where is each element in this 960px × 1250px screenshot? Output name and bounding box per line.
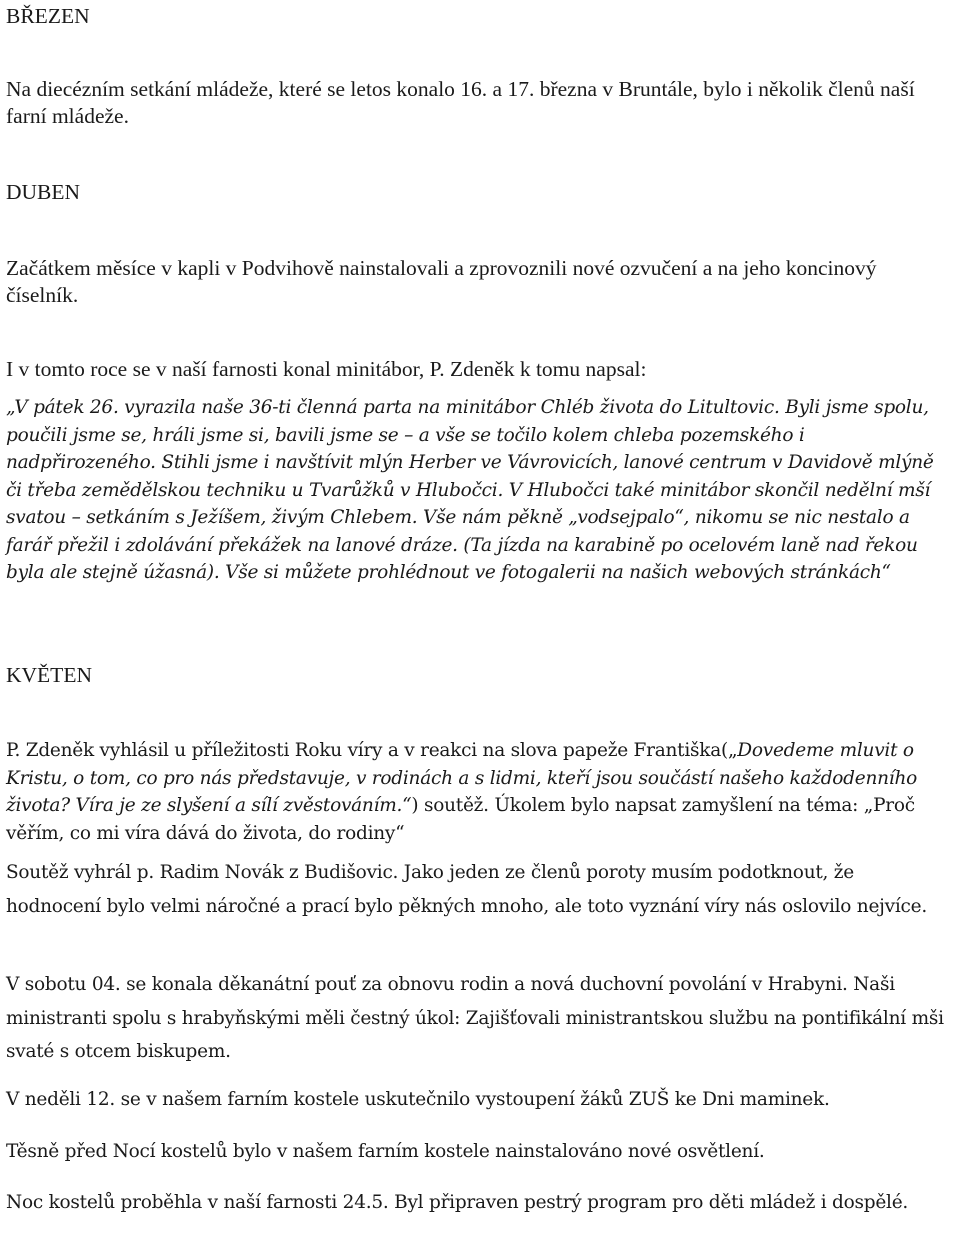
heading-brezen: BŘEZEN [6,4,90,28]
paragraph-lighting: Těsně před Nocí kostelů bylo v našem farním kostele nainstalováno nové osvětlení. [6,1141,765,1162]
contest-intro: P. Zdeněk vyhlásil u příležitosti Roku víry a v reakci na slova papeže Františka(„ [6,740,738,761]
paragraph-mothers-day: V neděli 12. se v našem farním kostele uskutečnilo vystoupení žáků ZUŠ ke Dni maminek. [6,1089,830,1110]
paragraph-pilgrimage: V sobotu 04. se konala děkanátní pouť za obnovu rodin a nová duchovní povolání v Hrabyni. Naši ministranti spolu s hrabyňskými měli čestný úkol: Zajišťovali ministrantskou službu na pontifikální mši svaté s otcem biskupem. [6,974,944,1062]
heading-duben: DUBEN [6,180,81,204]
paragraph-brezen: Na diecézním setkání mládeže, které se letos konalo 16. a 17. března v Bruntále, bylo i několik členů naší farní mládeže. [6,77,915,128]
heading-kveten: KVĚTEN [6,663,92,687]
paragraph-night-of-churches: Noc kostelů proběhla v naší farnosti 24.5. Byl připraven pestrý program pro děti mládež i dospělé. [6,1192,909,1213]
contest-quote: Dovedeme mluvit o Kristu, o tom, co pro nás představuje, v rodinách a s lidmi, kteří jsou součástí našeho každodenního života? Víra je ze slyšení a sílí zvěstováním.“ [6,740,918,816]
camp-quote: „V pátek 26. vyrazila naše 36-ti členná parta na minitábor Chléb života do Litultovic. Byli jsme spolu, poučili jsme se, hráli jsme si, bavili jsme se – a vše se točilo kolem chleba pozemského i nadpřirozeného. Stihli jsme i navštívit mlýn Herber ve Vávrovicích, lanové centrum v Davidově mlýně či třeba zemědělskou techniku u Tvarůžků v Hlubočci. V Hlubočci také minitábor skončil nedělní mší svatou – setkáním s Ježíšem, živým Chlebem. Vše nám pěkně „vodsejpalo“, nikomu se nic nestalo a farář přežil i zdolávání překážek na lanové dráze. (Ta jízda na karabině po ocelovém laně nad řekou byla ale stejně úžasná). Vše si můžete prohlédnout ve fotogalerii na našich webových stránkách“ [6,397,934,583]
paragraph-duben-sound: Začátkem měsíce v kapli v Podvihově nainstalovali a zprovoznili nové ozvučení a na jeho koncinový číselník. [6,256,877,307]
paragraph-winner: Soutěž vyhrál p. Radim Novák z Budišovic. Jako jeden ze členů poroty musím podotknout, že hodnocení bylo velmi náročné a prací bylo pěkných mnoho, ale toto vyznání víry nás oslovilo nejvíce. [6,862,927,917]
paragraph-contest [6,737,954,847]
contest-outro: ) soutěž. Úkolem bylo napsat zamyšlení na téma: „Proč věřím, co mi víra dává do života, do rodiny“ [6,795,915,844]
paragraph-duben-camp-intro: I v tomto roce se v naší farnosti konal minitábor, P. Zdeněk k tomu napsal: [6,357,647,381]
